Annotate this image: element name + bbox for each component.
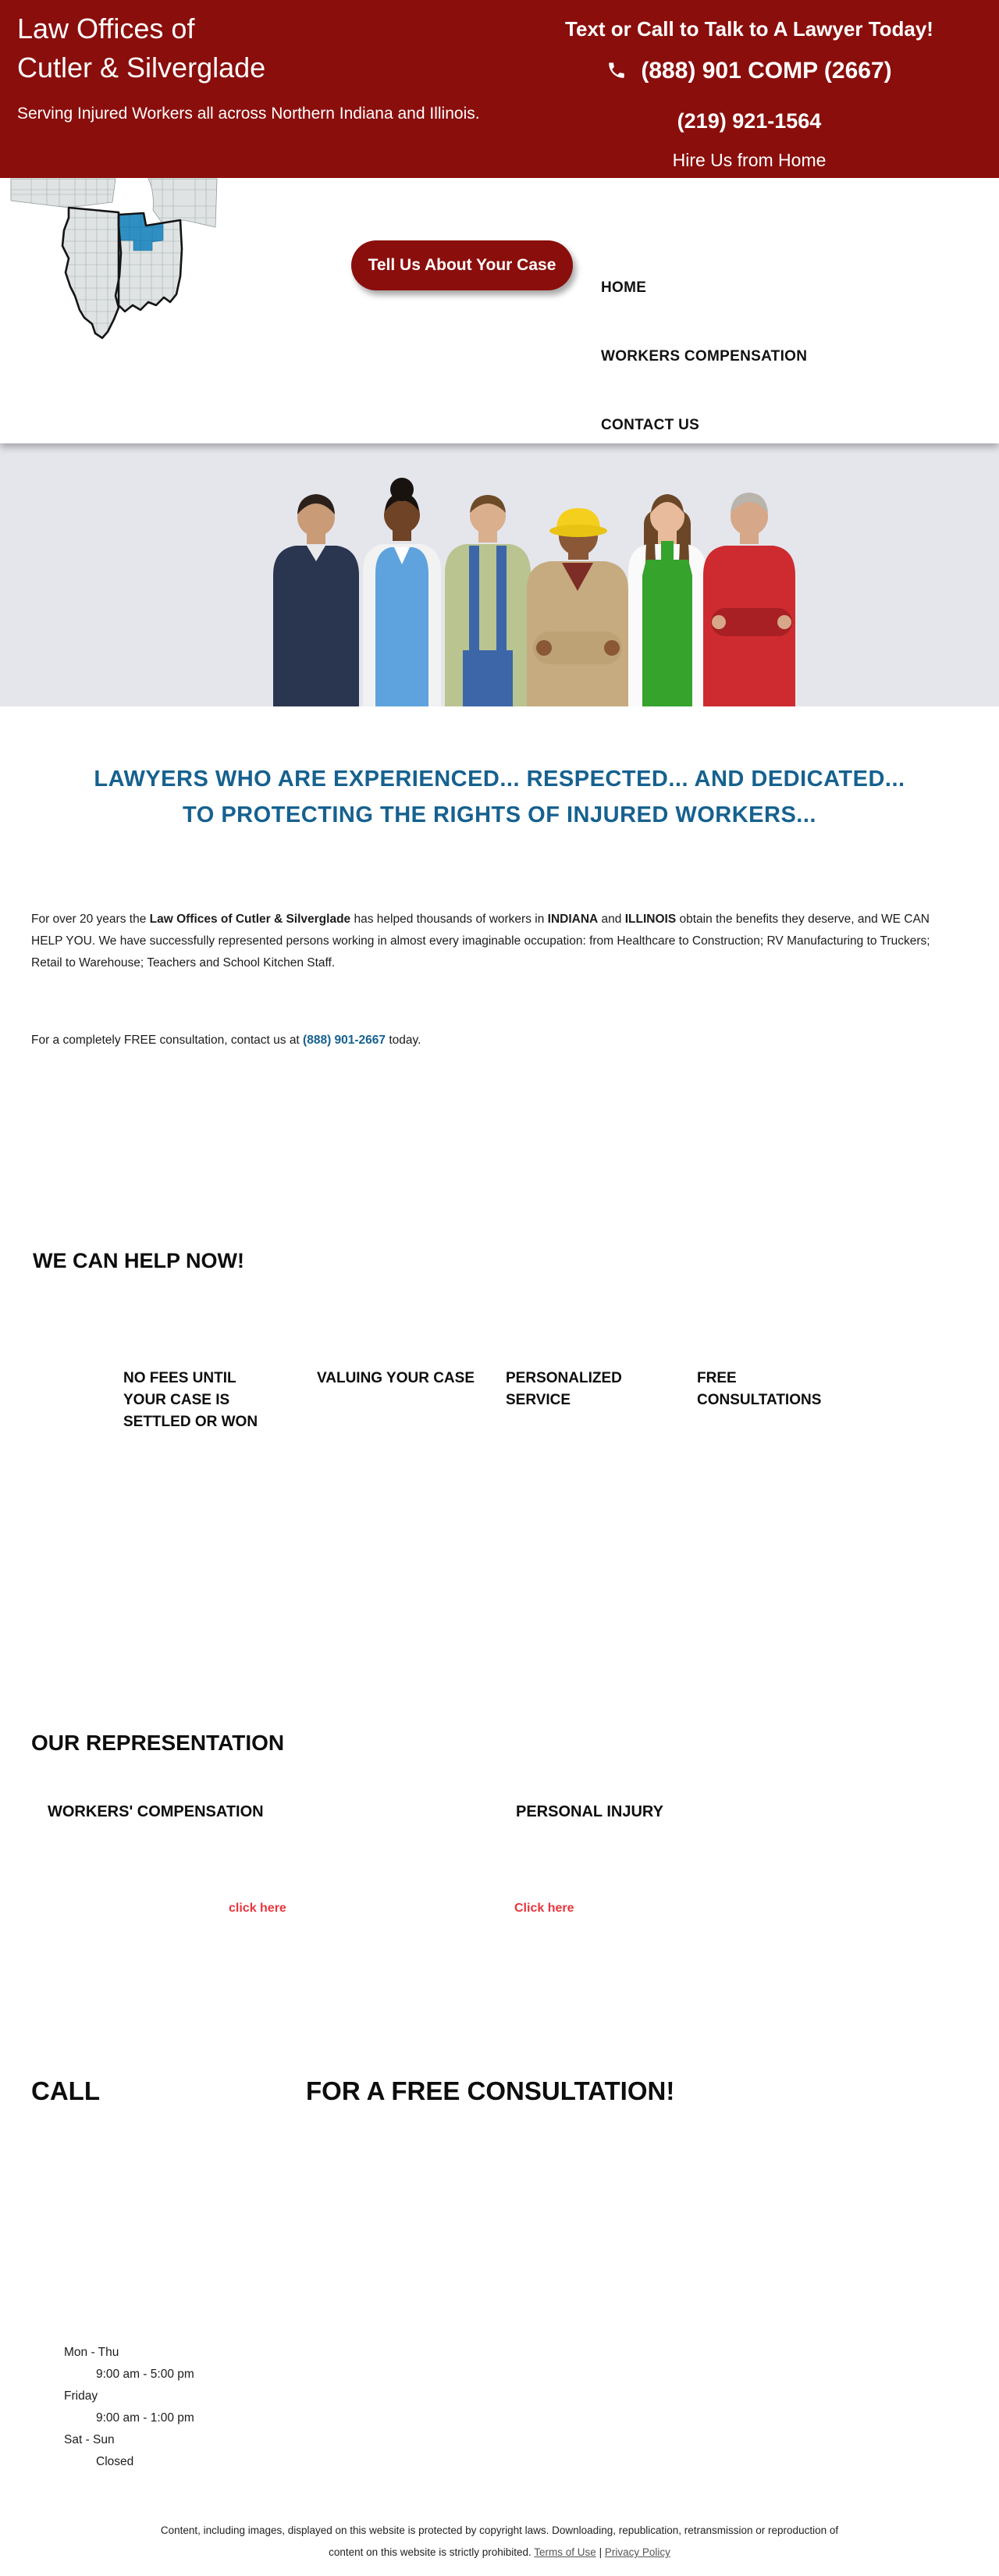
header (0, 0, 999, 178)
personal-injury-click-here-link[interactable]: Click here (514, 1902, 574, 1915)
help-item-no-fees: NO FEES UNTIL YOUR CASE IS SETTLED OR WON (123, 1370, 258, 1430)
privacy-policy-link[interactable]: Privacy Policy (604, 2546, 670, 2558)
footer-line2 (0, 2542, 999, 2564)
footer-line2-text: content on this website is strictly prohibited. (329, 2546, 535, 2558)
tell-us-about-your-case-button[interactable]: Tell Us About Your Case (351, 240, 573, 290)
workers-compensation-click-here-link[interactable]: click here (229, 1902, 286, 1915)
intro-headline-line2: TO PROTECTING THE RIGHTS OF INJURED WORKERS... (183, 802, 816, 827)
workers-compensation-heading: WORKERS' COMPENSATION (48, 1803, 264, 1820)
terms-of-use-link[interactable]: Terms of Use (534, 2546, 596, 2558)
personal-injury-heading: PERSONAL INJURY (516, 1803, 663, 1820)
hero-section (0, 443, 999, 706)
injured-workers-group-photo (261, 472, 808, 706)
nav-item-home[interactable]: HOME (601, 279, 647, 296)
intro-paragraph: For over 20 years the Law Offices of Cutler & Silverglade has helped thousands of workers in INDIANA and ILLINOIS obtain the benefits they deserve, and WE CAN HELP YOU. We have successfully represented persons working in almost every imaginable occupation: from Healthcare to Construction; RV Manufacturing to Truckers; Retail to Warehouse; Teachers and School Kitchen Staff. (31, 912, 930, 970)
help-item-valuing-your-case: VALUING YOUR CASE (317, 1370, 475, 1386)
help-item-personalized-service: PERSONALIZED SERVICE (506, 1370, 622, 1408)
firm-name-line2: Cutler & Silverglade (17, 52, 266, 84)
call-banner-call: CALL (31, 2076, 100, 2105)
primary-phone-link[interactable] (531, 58, 968, 84)
footer (0, 2520, 999, 2564)
intro-headline (0, 761, 999, 833)
our-representation-title: OUR REPRESENTATION (31, 1731, 285, 1756)
hours-row-value: 9:00 am - 5:00 pm (96, 2368, 194, 2381)
help-item-free-consultations: FREE CONSULTATIONS (697, 1370, 822, 1408)
hours-row-label: Sat - Sun (64, 2433, 115, 2446)
intro-headline-line1: LAWYERS WHO ARE EXPERIENCED... RESPECTED... AND DEDICATED... (94, 767, 905, 792)
business-hours (64, 2342, 194, 2473)
footer-line1: Content, including images, displayed on this website is protected by copyright laws. Downloading, republication, retransmission or reproduction of (160, 2524, 839, 2536)
firm-name (17, 9, 265, 87)
header-contact-block (531, 0, 968, 178)
hours-row-value: 9:00 am - 1:00 pm (96, 2411, 194, 2425)
hire-us-from-home-link[interactable]: Hire Us from Home (672, 150, 827, 170)
primary-phone-number: (888) 901 COMP (2667) (641, 58, 892, 84)
free-consultation-line: For a completely FREE consultation, contact us at (888) 901-2667 today. (31, 1033, 421, 1047)
header-cta-line: Text or Call to Talk to A Lawyer Today! (565, 17, 933, 41)
phone-icon (606, 60, 627, 80)
hours-row-value: Closed (96, 2455, 134, 2468)
nav-band (0, 178, 999, 443)
footer-link-separator: | (595, 2546, 605, 2558)
nav-links (601, 279, 807, 486)
call-banner-consultation: FOR A FREE CONSULTATION! (306, 2076, 675, 2105)
nav-item-contact-us[interactable]: CONTACT US (601, 417, 700, 433)
firm-name-line1: Law Offices of (17, 12, 195, 44)
hours-row-label: Friday (64, 2389, 98, 2403)
service-area-map (0, 178, 226, 345)
header-tagline: Serving Injured Workers all across Northern Indiana and Illinois. (17, 105, 480, 123)
we-can-help-title: WE CAN HELP NOW! (33, 1249, 244, 1273)
nav-item-workers-compensation[interactable]: WORKERS COMPENSATION (601, 348, 808, 365)
hours-row-label: Mon - Thu (64, 2346, 119, 2359)
secondary-phone-link[interactable]: (219) 921-1564 (677, 109, 822, 133)
